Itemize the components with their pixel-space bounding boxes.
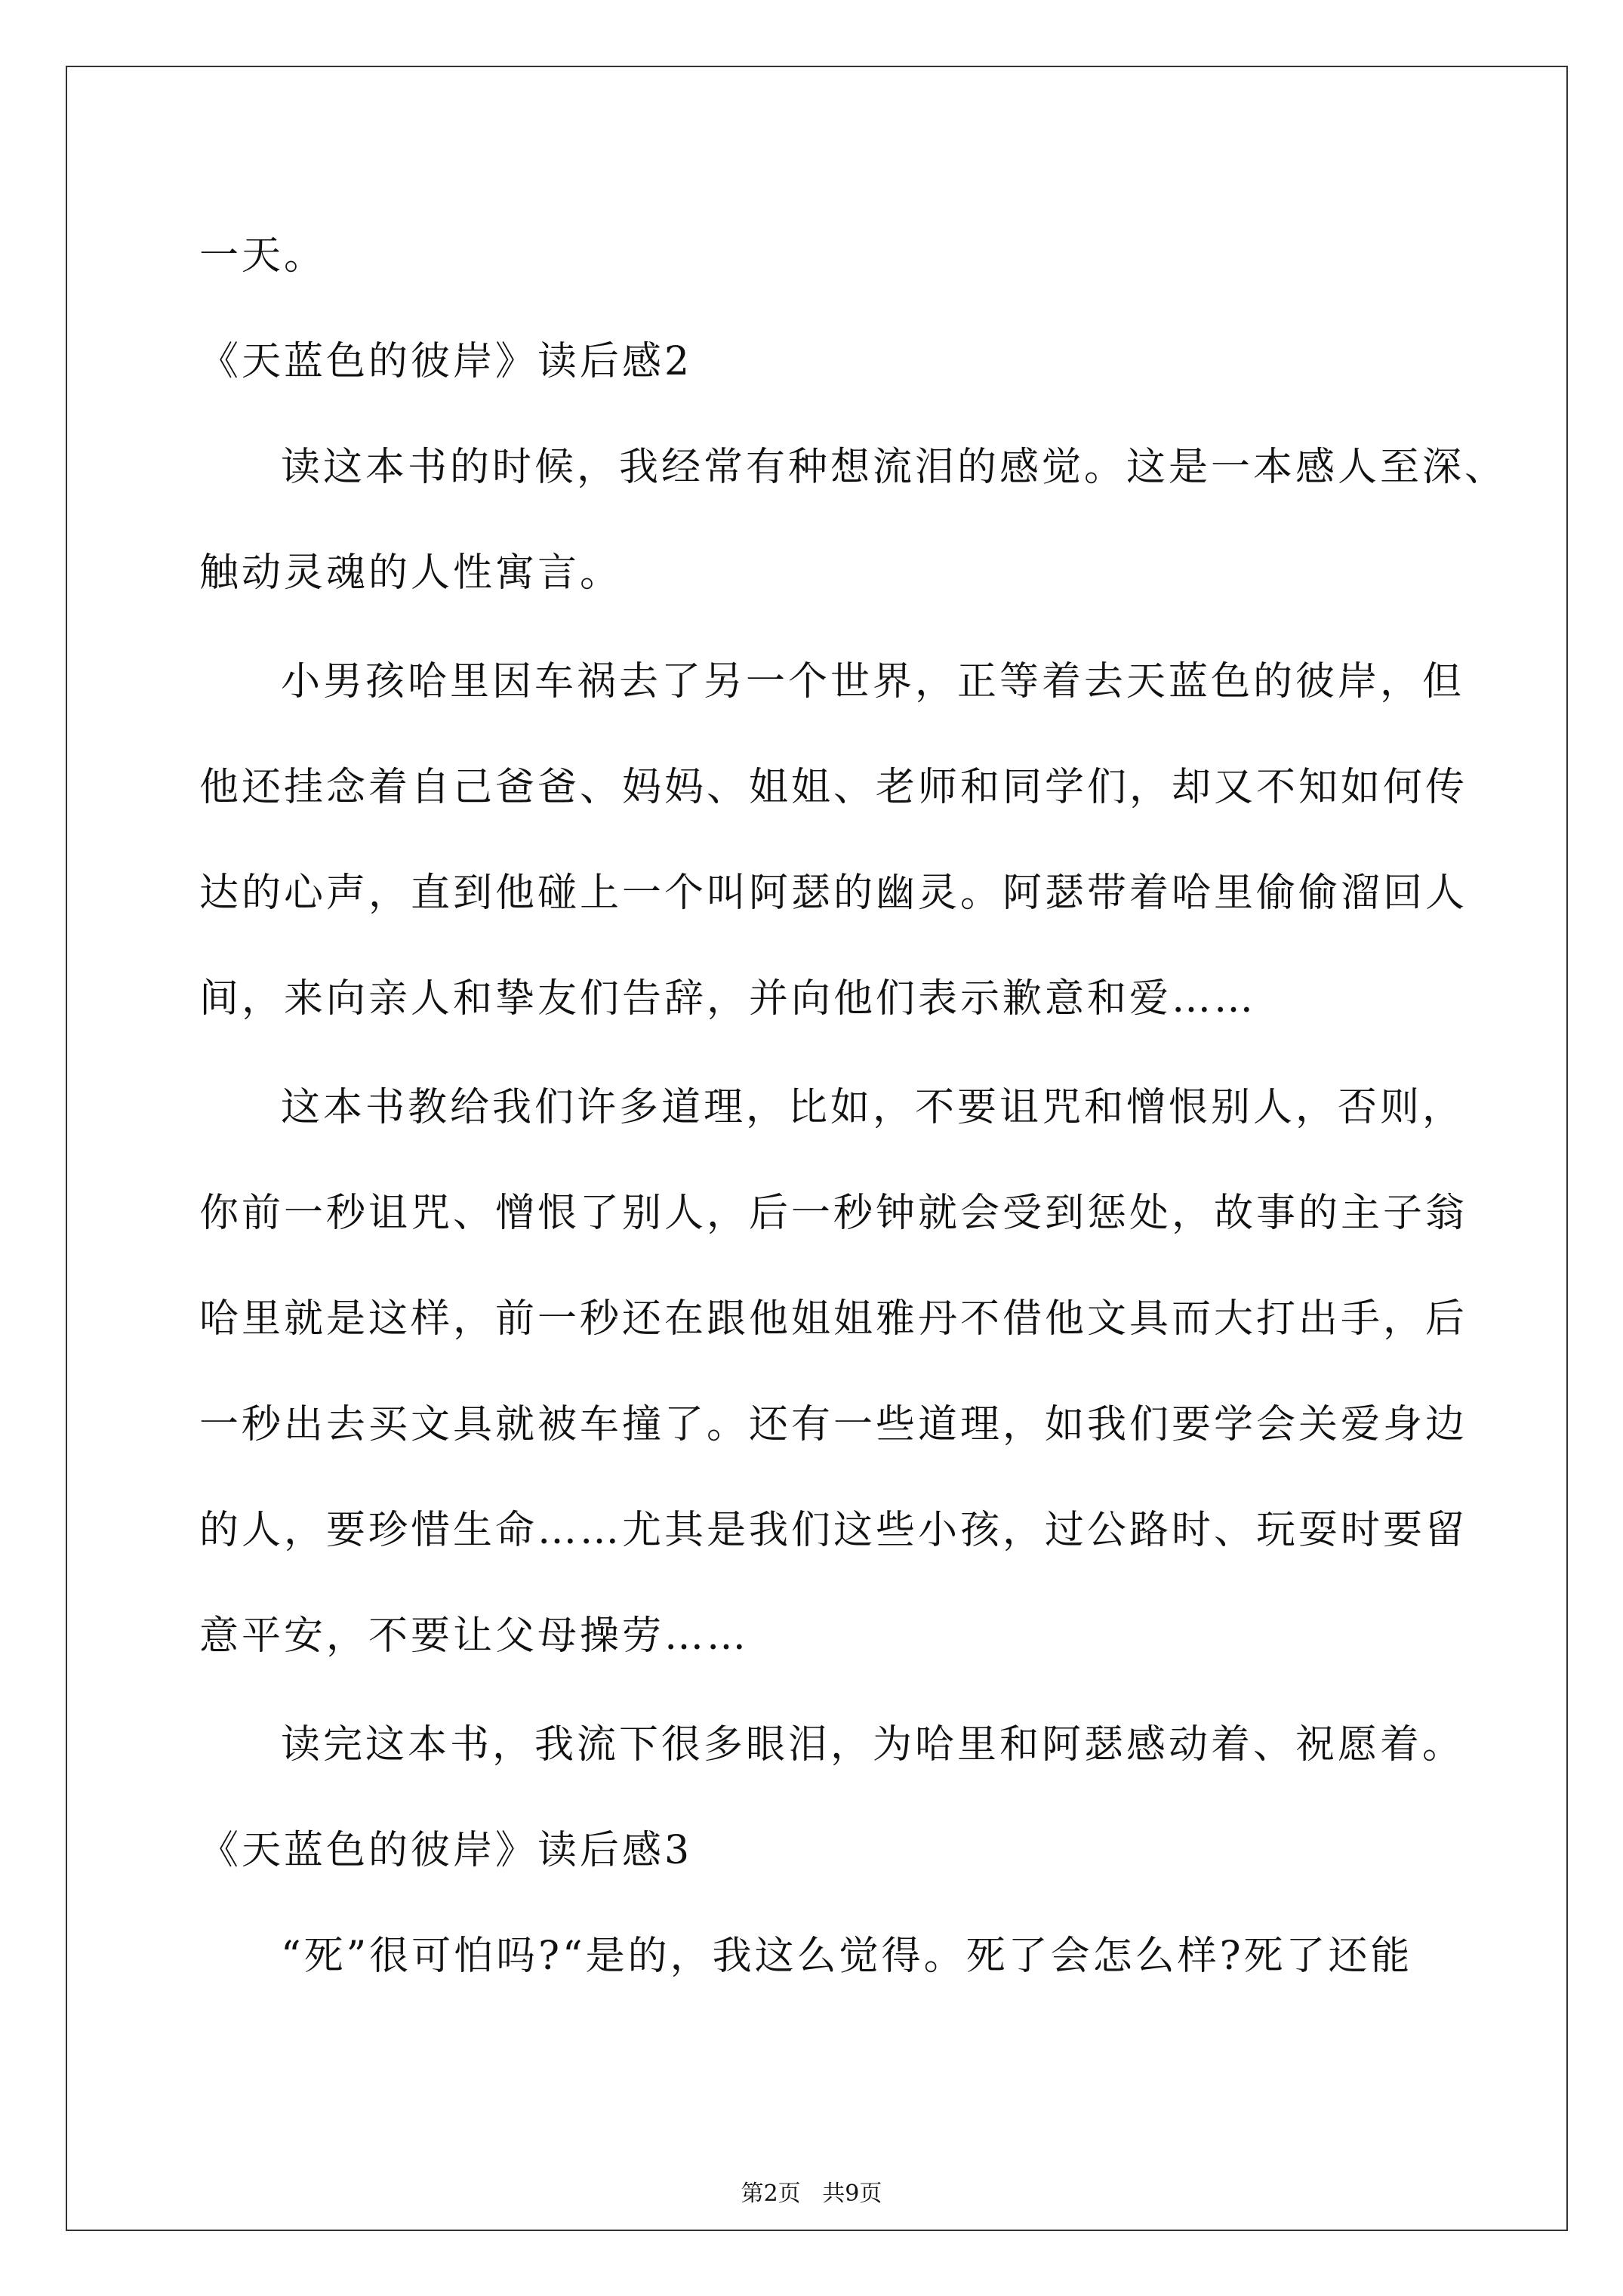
text-line: 这本书教给我们许多道理，比如，不要诅咒和憎恨别人，否则， <box>281 1085 1465 1130</box>
text-line: 你前一秒诅咒、憎恨了别人，后一秒钟就会受到惩处，故事的主子翁 <box>199 1191 1468 1236</box>
text-line: 哈里就是这样，前一秒还在跟他姐姐雅丹不借他文具而大打出手，后 <box>199 1296 1468 1342</box>
text-line: 小男孩哈里因车祸去了另一个世界，正等着去天蓝色的彼岸，但 <box>281 659 1465 704</box>
text-line: 触动灵魂的人性寓言。 <box>199 550 623 596</box>
page-border <box>66 66 1568 2231</box>
text-line: 间，来向亲人和挚友们告辞，并向他们表示歉意和爱…… <box>199 976 1257 1022</box>
text-line: “死”很可怕吗?“是的，我这么觉得。死了会怎么样?死了还能 <box>281 1934 1413 1979</box>
text-line: 读完这本书，我流下很多眼泪，为哈里和阿瑟感动着、祝愿着。 <box>281 1722 1465 1767</box>
text-line: 意平安，不要让父母操劳…… <box>199 1613 750 1659</box>
text-line: 达的心声，直到他碰上一个叫阿瑟的幽灵。阿瑟带着哈里偷偷溜回人 <box>199 871 1468 916</box>
page-number-footer: 第2页 共9页 <box>741 2180 882 2207</box>
text-line: 一秒出去买文具就被车撞了。还有一些道理，如我们要学会关爱身边 <box>199 1402 1468 1447</box>
section-heading: 《天蓝色的彼岸》读后感2 <box>199 339 693 384</box>
section-heading: 《天蓝色的彼岸》读后感3 <box>199 1828 693 1873</box>
text-line: 的人，要珍惜生命……尤其是我们这些小孩，过公路时、玩耍时要留 <box>199 1508 1468 1553</box>
text-line: 一天。 <box>199 233 327 279</box>
text-line: 他还挂念着自己爸爸、妈妈、姐姐、老师和同学们，却又不知如何传 <box>199 765 1468 810</box>
text-line: 读这本书的时候，我经常有种想流泪的感觉。这是一本感人至深、 <box>281 445 1508 490</box>
